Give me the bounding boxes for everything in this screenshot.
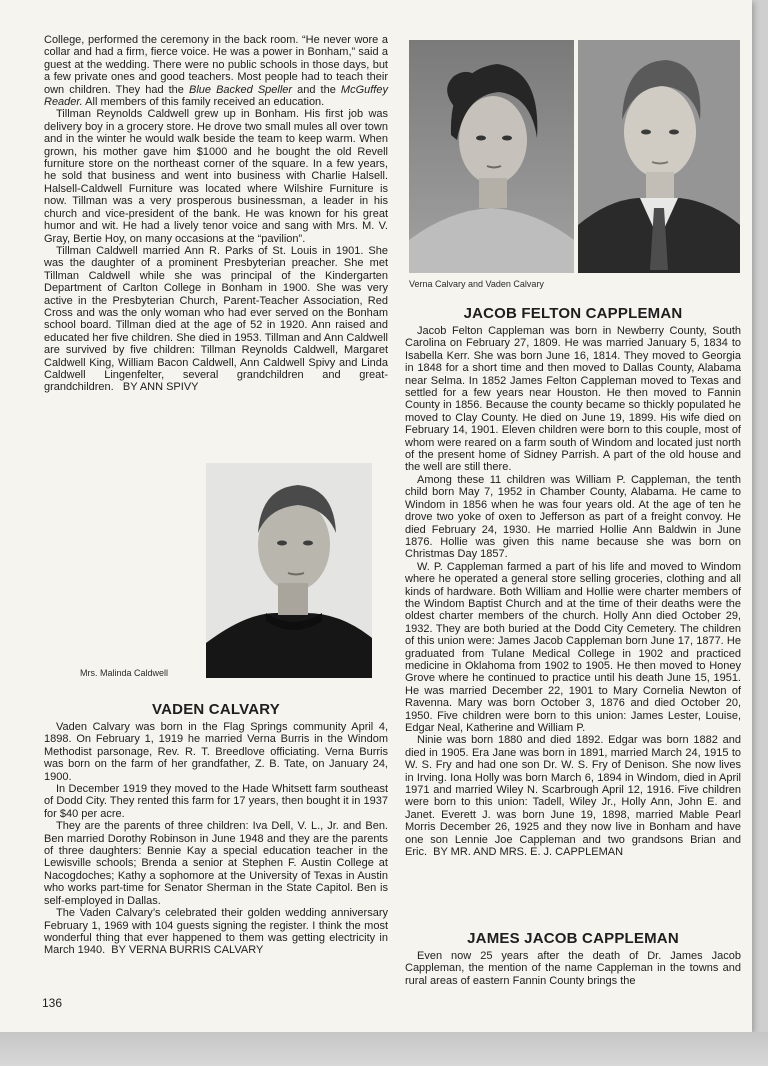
page-number: 136: [42, 996, 63, 1010]
jacob-felton-title: JACOB FELTON CAPPLEMAN: [463, 305, 683, 322]
jacob-paragraph-3: W. P. Cappleman farmed a part of his life and moved to Windom where he operated a general store selling groceries, clothing and all kinds of hardware. Both William and Hollie were charter members of the Windom Baptist Church and at the time of their deaths were the oldest charter members of the church. Holly Ann died October 29, 1932. They are both buried at the Dodd City Cemetery. The children of this union were: James Jacob Cappleman born June 17, 1877. He graduated from Tulane Medical College in 1902 and practiced medicine in Oklahoma from 1902 to 1905. He then moved to Honey Grove where he continued to practice until his death June 15, 1951. He was married December 22, 1901 to Mary Cornelia Newton of Ravenna. Mary was born October 3, 1876 and died October 20, 1950. Five children were born to this union: James Lester, Louise, Edgar Neal, Katherine and William P.: [405, 560, 741, 734]
vaden-paragraph-1: Vaden Calvary was born in the Flag Springs community April 4, 1898. On February 1, 1919 he married Verna Burris in the Windom Methodist parsonage, Rev. R. T. Breedlove officiating. Verna Burris was born on the farm of her grandfather, Z. B. Tate, on January 24, 1900.: [44, 721, 388, 783]
vaden-paragraph-4: The Vaden Calvary’s celebrated their golden wedding anniversary February 1, 1969 with 104 guests signing the register. I think the most wonderful thing that ever happened to them was getting electricity in March 1940. BY VERNA BURRIS CALVARY: [44, 907, 388, 957]
caldwell-paragraph-3: Tillman Caldwell married Ann R. Parks of St. Louis in 1901. She was the daughter of a prominent Presbyterian preacher. She met Tillman Caldwell while she was principal of the Kindergarten Department of Carlton College in Bonham in 1900. She was very active in the Presbyterian Church, Parent-Teacher Association, Red Cross and was the only woman who had ever served on the Bonham school board. Tillman died at the age of 52 in 1920. Ann raised and educated her five children. She died in 1953. Tillman and Ann Caldwell are survived by five children: Tillman Reynolds Caldwell, Margaret Caldwell King, William Bacon Caldwell, Ann Caldwell Spivy and Linda Caldwell Lingenfelter, several grandchildren and great-grandchildren. BY ANN SPIVY: [44, 244, 388, 394]
james-jacob-article: [405, 950, 741, 987]
vaden-calvary-photo: [578, 40, 740, 273]
caldwell-paragraph-1: College, performed the ceremony in the back room. “He never wore a collar and had a firm, fierce voice. He was a power in Bonham,” said a guest at the wedding. There were no public schools in those days, but a few private ones and good teachers. Most people had to teach their own children. They had the Blue Backed Speller and the McGuffey Reader. All members of this family received an education.: [44, 34, 388, 109]
vaden-calvary-title: VADEN CALVARY: [152, 701, 280, 718]
calvary-photo-caption: Verna Calvary and Vaden Calvary: [409, 279, 544, 289]
malinda-photo-caption: Mrs. Malinda Caldwell: [80, 668, 169, 678]
caldwell-byline: BY ANN SPIVY: [122, 381, 199, 394]
vaden-paragraph-3: They are the parents of three children: Iva Dell, V. L., Jr. and Ben. Ben married Dorothy Robinson in June 1948 and they are the parents of three daughters: Bennie Kay a special education teacher in the Lewisville schools; Brenda a senior at Stephen F. Austin College at Nacogdoches; Kathy a sophomore at the University of Texas in Austin who works part-time for Senator Sherman in the State Capitol. Ben is self-employed in Dallas.: [44, 820, 388, 907]
jacob-paragraph-2: Among these 11 children was William P. Cappleman, the tenth child born May 7, 1952 in Chamber County, Alabama. He came to Windom in 1856 when he was four years old. At the age of ten he drove two yoke of oxen to Jefferson as part of a freight convoy. He died February 24, 1930. He married Hollie Ann Baldwin in June 1876. Hollie was given this name because she was born on Christmas Day 1857.: [405, 473, 741, 561]
vaden-byline: BY VERNA BURRIS CALVARY: [111, 944, 264, 957]
jacob-byline: BY MR. AND MRS. E. J. CAPPLEMAN: [433, 846, 624, 859]
vaden-calvary-article: [44, 721, 388, 957]
jacob-felton-article: [405, 325, 741, 858]
caldwell-article: [44, 34, 388, 394]
italic-title-2: McGuffey Reader.: [44, 83, 388, 109]
jacob-paragraph-4: Ninie was born 1880 and died 1892. Edgar was born 1882 and died in 1905. Era Jane was born in 1891, married March 24, 1915 to W. S. Fry and had one son Dr. W. S. Fry of Denison. She now lives in Irving. Iona Holly was born March 6, 1894 in Windom, died in April 1971 and married Wiley N. Scarbrough April 12, 1916. Five children were born to this union: Tadell, Wiley Jr., Holly Ann, John E. and Janet. Everett J. was born June 19, 1898, married Mable Pearl Morris December 26, 1925 and they now live in Bonham and have one son Lennie Joe Cappleman and two grandsons Brian and Eric. BY MR. AND MRS. E. J. CAPPLEMAN: [405, 734, 741, 859]
vaden-paragraph-2: In December 1919 they moved to the Hade Whitsett farm southeast of Dodd City. They rented this farm for 17 years, then bought it in 1937 for $40 per acre.: [44, 783, 388, 820]
italic-title-1: Blue Backed Speller: [188, 83, 293, 96]
james-jacob-title: JAMES JACOB CAPPLEMAN: [467, 930, 679, 947]
james-paragraph-1: Even now 25 years after the death of Dr. James Jacob Cappleman, the mention of the name Cappleman in the towns and rural areas of eastern Fannin County brings the: [405, 950, 741, 987]
jacob-paragraph-1: Jacob Felton Cappleman was born in Newberry County, South Carolina on February 27, 1809. He was married January 5, 1834 to Isabella Kerr. She was born June 16, 1814. They moved to Georgia in 1848 for a short time and then moved to Dallas County, Alabama near Selma. In 1852 James Felton Cappleman moved to Texas and settled for a few years near Houston. He then moved to Fannin County in 1856. Because the county became so thickly populated he moved to Clay County. He died on June 19, 1899. His wife died on February 14, 1901. Eleven children were born to this couple, most of whom were reared on a farm south of Windom and located just north of the present home of Sidney Parrish. A part of the old house and the well are still there.: [405, 325, 741, 474]
verna-calvary-photo: [409, 40, 574, 273]
page-bottom-edge: [0, 1032, 768, 1066]
caldwell-paragraph-2: Tillman Reynolds Caldwell grew up in Bonham. His first job was delivery boy in a grocery store. He drove two small mules all over town and in the winter he would walk beside the team to keep warm. When grown, his mother gave him $1000 and he bought the old Revell furniture store on the northeast corner of the square. In a few years, he sold that business and went into business with Charlie Halsell. Halsell-Caldwell Furniture was located where Wilshire Furniture is now. Tillman was a very prosperous businessman, a leader in his church and vice-president of the bank. He was known for his great humor and wit. He had a lively tenor voice and sang with Mrs. M. V. Gray, Bertie Hoy, on many occasions at the “pavilion”.: [44, 108, 388, 245]
malinda-caldwell-photo: [206, 463, 372, 678]
